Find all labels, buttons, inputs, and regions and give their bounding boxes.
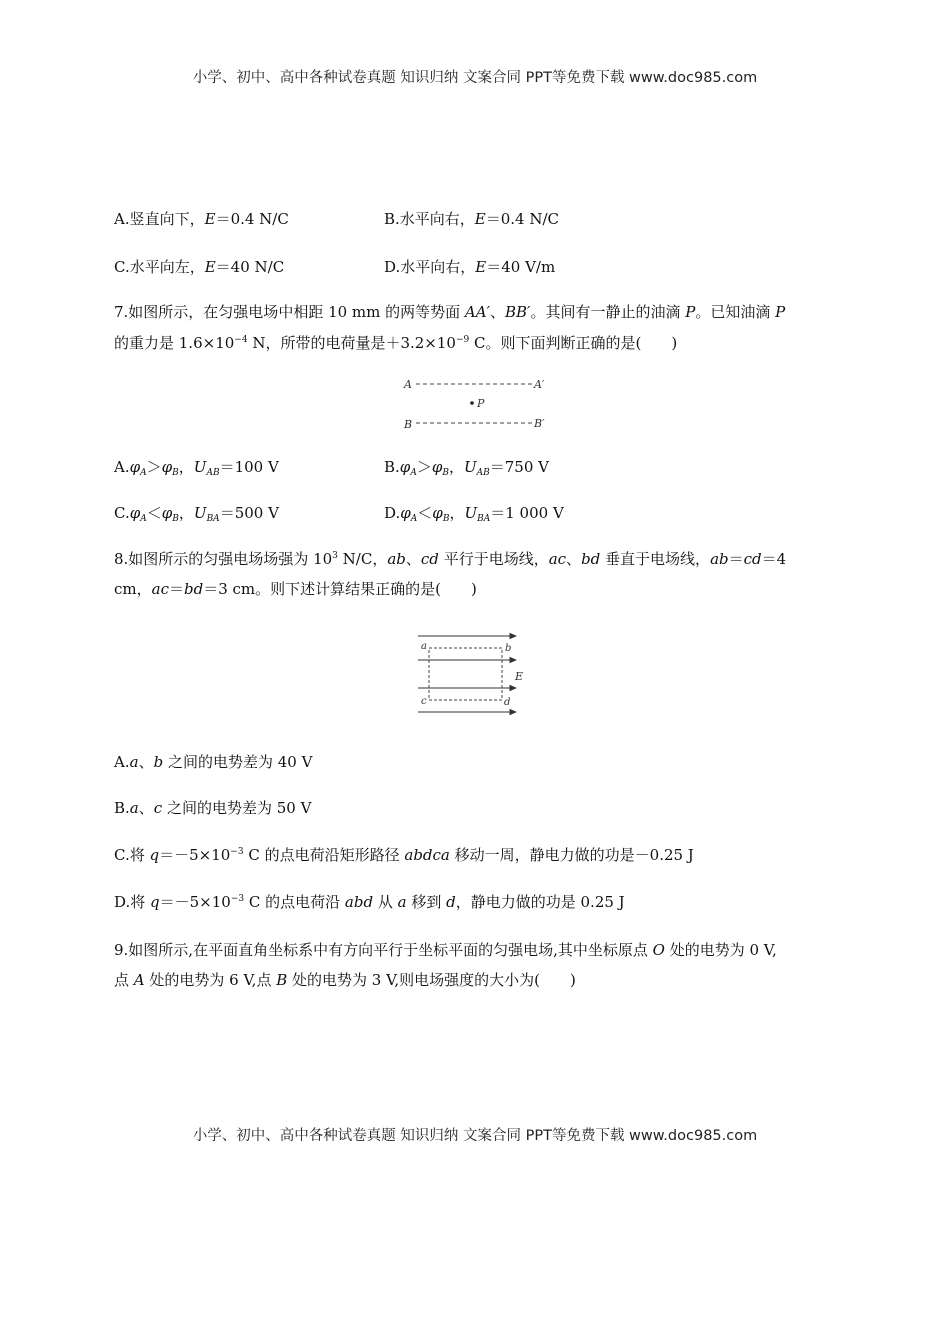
- var: a: [129, 799, 139, 817]
- subscript: A: [140, 514, 147, 524]
- text: ＝40 V/m: [486, 258, 556, 276]
- subscript: A: [140, 468, 147, 478]
- text: ＝750 V: [489, 458, 549, 476]
- footer-banner: 小学、初中、高中各种试卷真题 知识归纳 文案合同 PPT等免费下载 www.doc985.com: [192, 1128, 758, 1144]
- text: C.: [114, 504, 130, 522]
- text: ＝3 cm。则下述计算结果正确的是( ): [203, 580, 477, 598]
- text: ，: [449, 504, 465, 522]
- var: a: [129, 753, 139, 771]
- label-b-prime: B′: [534, 417, 545, 430]
- text: 、: [566, 550, 582, 568]
- text: 点: [114, 971, 134, 989]
- var: U: [193, 458, 207, 476]
- text: ，静电力做的功是 0.25 J: [455, 893, 625, 911]
- subscript: A: [410, 514, 418, 524]
- q6-option-b: [384, 209, 559, 229]
- q9-stem-line2: [114, 970, 576, 990]
- text: ＝500 V: [219, 504, 279, 522]
- var: P: [685, 303, 696, 321]
- path-abdc: [429, 648, 502, 700]
- text: 移到: [406, 893, 447, 911]
- label-a: A: [404, 378, 412, 391]
- exponent: −3: [230, 894, 245, 904]
- text: ＝1 000 V: [490, 504, 564, 522]
- text: 平行于电场线，: [438, 550, 549, 568]
- text: 、: [138, 753, 154, 771]
- exponent: −3: [230, 847, 244, 857]
- var: ab: [710, 550, 729, 568]
- text: D.将: [114, 893, 151, 911]
- var: q: [150, 893, 160, 911]
- text: ，: [178, 504, 194, 522]
- text: 、: [405, 550, 421, 568]
- q8-option-d: [114, 892, 625, 912]
- text: 、: [138, 799, 154, 817]
- text: 从: [373, 893, 398, 911]
- text: C 的点电荷沿: [244, 893, 345, 911]
- var: U: [464, 504, 478, 522]
- text: A.: [114, 458, 130, 476]
- q7-option-b: [384, 457, 549, 477]
- text: ＝0.4 N/C: [215, 210, 289, 228]
- text: 、: [490, 303, 506, 321]
- text: ＝40 N/C: [215, 258, 285, 276]
- exponent: −4: [234, 335, 248, 345]
- text: ＞: [416, 458, 432, 476]
- var: E: [474, 210, 486, 228]
- var: E: [204, 258, 216, 276]
- var: AA′: [464, 303, 490, 321]
- text: 7.如图所示，在匀强电场中相距 10 mm 的两等势面: [114, 303, 465, 321]
- text: 处的电势为 3 V,则电场强度的大小为( ): [287, 971, 576, 989]
- var: φ: [129, 504, 141, 522]
- var: U: [193, 504, 207, 522]
- var: φ: [431, 458, 443, 476]
- q7-stem-line1: [114, 302, 785, 322]
- subscript: BA: [477, 514, 491, 524]
- text: A.: [114, 753, 130, 771]
- q8-option-b: [114, 798, 311, 818]
- header-banner: 小学、初中、高中各种试卷真题 知识归纳 文案合同 PPT等免费下载 www.doc985.com: [192, 70, 758, 86]
- text: ＝4: [761, 550, 787, 568]
- label-e: E: [515, 670, 524, 683]
- text: ＜: [417, 504, 433, 522]
- var: φ: [400, 504, 411, 522]
- var: E: [204, 210, 216, 228]
- q8-stem-line1: [114, 549, 786, 569]
- var: φ: [161, 504, 173, 522]
- exponent: −9: [455, 335, 470, 345]
- text: 处的电势为 6 V,点: [144, 971, 277, 989]
- text: N/C，: [337, 550, 388, 568]
- text: 的重力是 1.6×10: [114, 334, 235, 352]
- var: abd: [344, 893, 374, 911]
- var: ac: [548, 550, 567, 568]
- text: A.竖直向下，: [114, 210, 205, 228]
- subscript: B: [442, 514, 450, 524]
- q7-option-d: [384, 503, 564, 523]
- text: B.: [114, 799, 130, 817]
- var: cd: [743, 550, 762, 568]
- q7-stem-line2: [114, 333, 677, 353]
- text: ＝－5×10: [159, 893, 231, 911]
- subscript: B: [172, 514, 179, 524]
- var: q: [149, 846, 160, 864]
- label-b: B: [404, 418, 413, 431]
- label-b: b: [505, 643, 512, 654]
- oil-drop-p: [470, 401, 474, 405]
- text: 之间的电势差为 50 V: [162, 799, 312, 817]
- subscript: AB: [476, 468, 490, 478]
- text: ＞: [146, 458, 162, 476]
- text: cm，: [114, 580, 152, 598]
- text: D.水平向右，: [384, 258, 476, 276]
- subscript: BA: [206, 514, 220, 524]
- var: O: [652, 941, 665, 959]
- var: BB′: [505, 303, 531, 321]
- text: ＝－5×10: [159, 846, 231, 864]
- text: D.: [384, 504, 401, 522]
- q8-stem-line2: [114, 579, 477, 599]
- var: φ: [399, 458, 411, 476]
- text: 8.如图所示的匀强电场场强为 10: [114, 550, 333, 568]
- text: B.水平向右，: [384, 210, 475, 228]
- var: B: [276, 971, 288, 989]
- text: N，所带的电荷量是＋3.2×10: [247, 334, 456, 352]
- text: ＝: [168, 580, 184, 598]
- text: 。其间有一静止的油滴: [530, 303, 686, 321]
- var: bd: [581, 550, 601, 568]
- text: ，: [178, 458, 194, 476]
- text: 。已知油滴: [695, 303, 776, 321]
- text: ＝0.4 N/C: [485, 210, 560, 228]
- var: bd: [183, 580, 204, 598]
- var: b: [153, 753, 164, 771]
- var: φ: [432, 504, 443, 522]
- exponent: 3: [332, 551, 338, 561]
- label-d: d: [504, 697, 511, 708]
- text: C 的点电荷沿矩形路径: [243, 846, 405, 864]
- q7-option-c: [114, 503, 279, 523]
- label-c: c: [421, 696, 427, 707]
- text: ＝100 V: [219, 458, 279, 476]
- text: 垂直于电场线，: [600, 550, 711, 568]
- var: U: [463, 458, 477, 476]
- subscript: AB: [206, 468, 220, 478]
- text: C.将: [114, 846, 150, 864]
- subscript: B: [172, 468, 179, 478]
- label-a-prime: A′: [534, 378, 545, 391]
- label-a: a: [421, 641, 427, 652]
- text: ，: [448, 458, 464, 476]
- var: d: [446, 893, 456, 911]
- text: B.: [384, 458, 400, 476]
- q6-option-a: [114, 209, 289, 229]
- subscript: B: [442, 468, 449, 478]
- subscript: A: [410, 468, 417, 478]
- label-p: P: [477, 397, 485, 410]
- q6-option-d: [384, 257, 555, 277]
- q9-stem-line1: [114, 940, 777, 960]
- text: ＜: [146, 504, 162, 522]
- var: φ: [129, 458, 141, 476]
- text: 处的电势为 0 V,: [664, 941, 777, 959]
- text: C.水平向左，: [114, 258, 205, 276]
- var: P: [775, 303, 786, 321]
- var: cd: [420, 550, 439, 568]
- text: 之间的电势差为 40 V: [163, 753, 313, 771]
- text: C。则下面判断正确的是( ): [469, 334, 678, 352]
- q7-figure: [398, 372, 558, 434]
- var: c: [153, 799, 163, 817]
- q8-option-c: [114, 845, 694, 865]
- text: 移动一周，静电力做的功是－0.25 J: [449, 846, 694, 864]
- q7-option-a: [114, 457, 279, 477]
- var: E: [475, 258, 487, 276]
- q6-option-c: [114, 257, 284, 277]
- q8-figure: [412, 628, 528, 720]
- var: ac: [151, 580, 169, 598]
- q8-option-a: [114, 752, 312, 772]
- var: A: [133, 971, 145, 989]
- var: abdca: [404, 846, 450, 864]
- text: 9.如图所示,在平面直角坐标系中有方向平行于坐标平面的匀强电场,其中坐标原点: [114, 941, 653, 959]
- var: φ: [161, 458, 173, 476]
- var: ab: [387, 550, 406, 568]
- text: ＝: [728, 550, 744, 568]
- var: a: [397, 893, 407, 911]
